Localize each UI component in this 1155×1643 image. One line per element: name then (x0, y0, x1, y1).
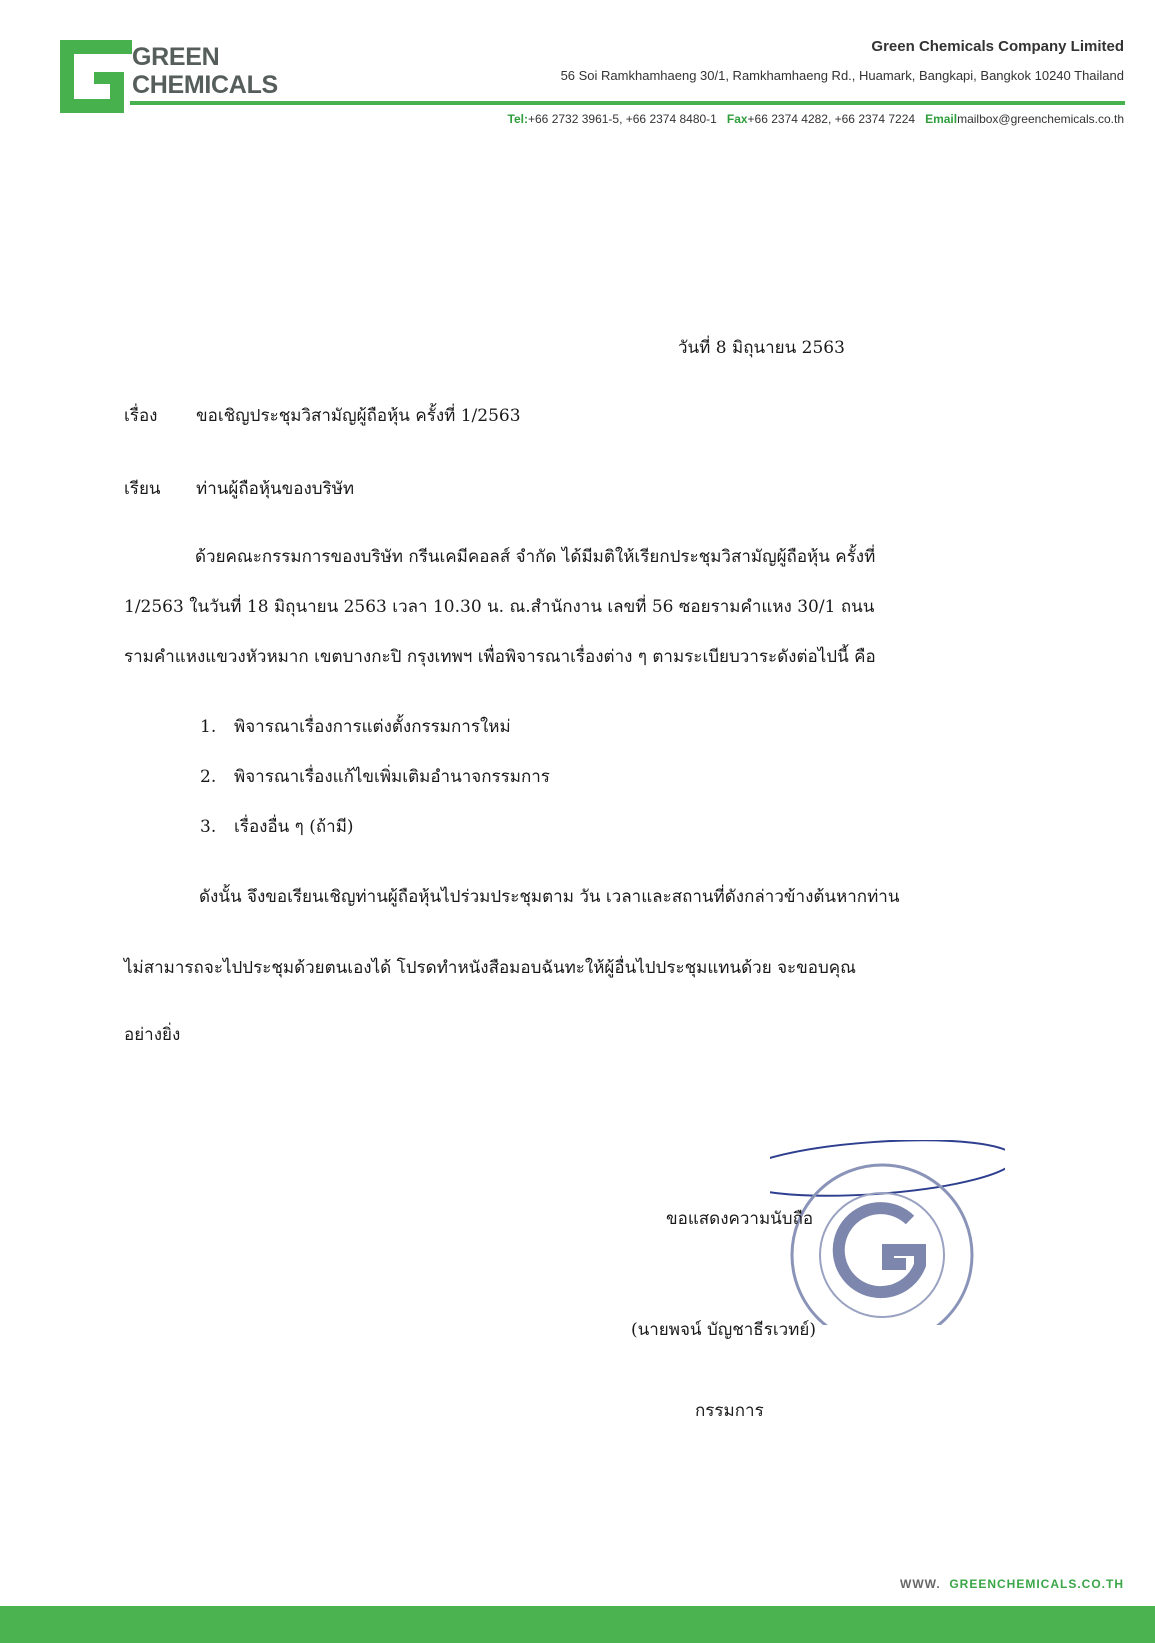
fax-value: +66 2374 4282, +66 2374 7224 (747, 112, 916, 126)
para2-line2: ไม่สามารถจะไปประชุมด้วยตนเองได้ โปรดทำหนังสือมอบฉันทะให้ผู้อื่นไปประชุมแทนด้วย จะขอบคุณ (124, 958, 856, 978)
para1-line1: ด้วยคณะกรรมการของบริษัท กรีนเคมีคอลส์ จำกัด ได้มีมติให้เรียกประชุมวิสามัญผู้ถือหุ้น ครั้งที่ (195, 547, 876, 567)
footer-web-prefix: WWW. (900, 1577, 941, 1591)
agenda-text: พิจารณาเรื่องแก้ไขเพิ่มเติมอำนาจกรรมการ (234, 767, 550, 787)
signer-title: กรรมการ (695, 1401, 764, 1421)
to-text: ท่านผู้ถือหุ้นของบริษัท (196, 479, 355, 499)
footer-web-domain: GREENCHEMICALS.CO.TH (949, 1577, 1124, 1591)
para1-line2: 1/2563 ในวันที่ 18 มิถุนายน 2563 เวลา 10.30 น. ณ.สำนักงาน เลขที่ 56 ซอยรามคำแหง 30/1 ถนน (124, 597, 875, 617)
subject-label: เรื่อง (124, 406, 158, 426)
logo-text-green: GREEN (132, 43, 220, 71)
footer-bar (0, 1606, 1155, 1643)
logo-text-chemicals: CHEMICALS (132, 71, 278, 99)
subject-text: ขอเชิญประชุมวิสามัญผู้ถือหุ้น ครั้งที่ 1/2563 (196, 406, 521, 426)
closing-text: ขอแสดงความนับถือ (666, 1209, 814, 1229)
agenda-number: 3. (200, 817, 217, 837)
header-divider (130, 101, 1125, 105)
agenda-text: พิจารณาเรื่องการแต่งตั้งกรรมการใหม่ (234, 717, 511, 737)
email-label: Email (925, 112, 958, 126)
agenda-item (200, 713, 511, 740)
tel-label: Tel: (507, 112, 528, 126)
to-label: เรียน (124, 479, 161, 499)
fax-label: Fax (726, 112, 748, 126)
agenda-number: 2. (200, 767, 217, 787)
signer-name: (นายพจน์ บัญชาธีรเวทย์) (631, 1320, 816, 1340)
tel-value: +66 2732 3961-5, +66 2374 8480-1 (528, 112, 717, 126)
green-g-logo-mark (60, 40, 132, 113)
para2-line1: ดังนั้น จึงขอเรียนเชิญท่านผู้ถือหุ้นไปร่วมประชุมตาม วัน เวลาและสถานที่ดังกล่าวข้างต้นหากท่าน (199, 887, 900, 907)
email-value: mailbox@greenchemicals.co.th (957, 112, 1124, 126)
agenda-item (200, 763, 550, 790)
footer-website (900, 1577, 1124, 1591)
para2-line3: อย่างยิ่ง (124, 1025, 181, 1045)
company-seal-icon (770, 1140, 1005, 1325)
company-address: 56 Soi Ramkhamhaeng 30/1, Ramkhamhaeng Rd., Huamark, Bangkapi, Bangkok 10240 Thailand (560, 68, 1124, 83)
letter-date: วันที่ 8 มิถุนายน 2563 (678, 338, 845, 358)
agenda-item (200, 813, 354, 840)
para1-line3: รามคำแหงแขวงหัวหมาก เขตบางกะปิ กรุงเทพฯ เพื่อพิจารณาเรื่องต่าง ๆ ตามระเบียบวาระดังต่อไปนี้ คือ (124, 647, 876, 667)
contact-line (508, 112, 1124, 126)
company-name: Green Chemicals Company Limited (871, 38, 1124, 55)
agenda-number: 1. (200, 717, 217, 737)
agenda-text: เรื่องอื่น ๆ (ถ้ามี) (234, 817, 354, 837)
